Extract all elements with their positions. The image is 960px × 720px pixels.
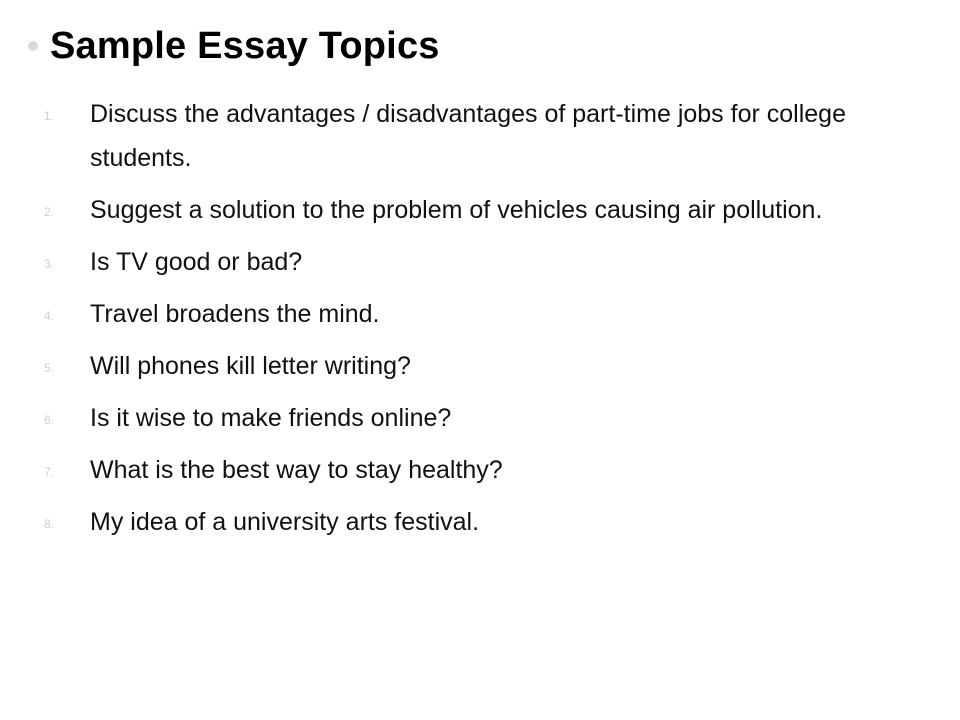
list-item-number: 4.: [44, 309, 55, 323]
list-item: [0, 92, 960, 180]
list-item: [0, 344, 960, 388]
list-item: [0, 240, 960, 284]
list-item: [0, 292, 960, 336]
list-item-text: Discuss the advantages / disadvantages of part-time jobs for college students.: [90, 100, 846, 172]
list-item-number: 8.: [44, 517, 55, 531]
list-item-text: Will phones kill letter writing?: [90, 352, 411, 380]
bullet-icon: [28, 41, 38, 51]
list-item-number: 2.: [44, 205, 55, 219]
list-item: [0, 188, 960, 232]
list-item-text: What is the best way to stay healthy?: [90, 456, 503, 484]
list-item-text: My idea of a university arts festival.: [90, 508, 480, 536]
title-row: [28, 18, 440, 74]
list-item-text: Travel broadens the mind.: [90, 300, 380, 328]
slide-title: Sample Essay Topics: [50, 24, 440, 67]
list-item: [0, 448, 960, 492]
list-item: [0, 396, 960, 440]
list-item: [0, 500, 960, 544]
list-item-number: 7.: [44, 465, 55, 479]
list-item-text: Is TV good or bad?: [90, 248, 303, 276]
list-item-number: 6.: [44, 413, 55, 427]
list-item-number: 3.: [44, 257, 55, 271]
list-item-number: 5.: [44, 361, 55, 375]
topic-list: [0, 92, 960, 544]
list-item-text: Suggest a solution to the problem of vehicles causing air pollution.: [90, 196, 823, 224]
list-item-number: 1.: [44, 109, 55, 123]
list-item-text: Is it wise to make friends online?: [90, 404, 452, 432]
